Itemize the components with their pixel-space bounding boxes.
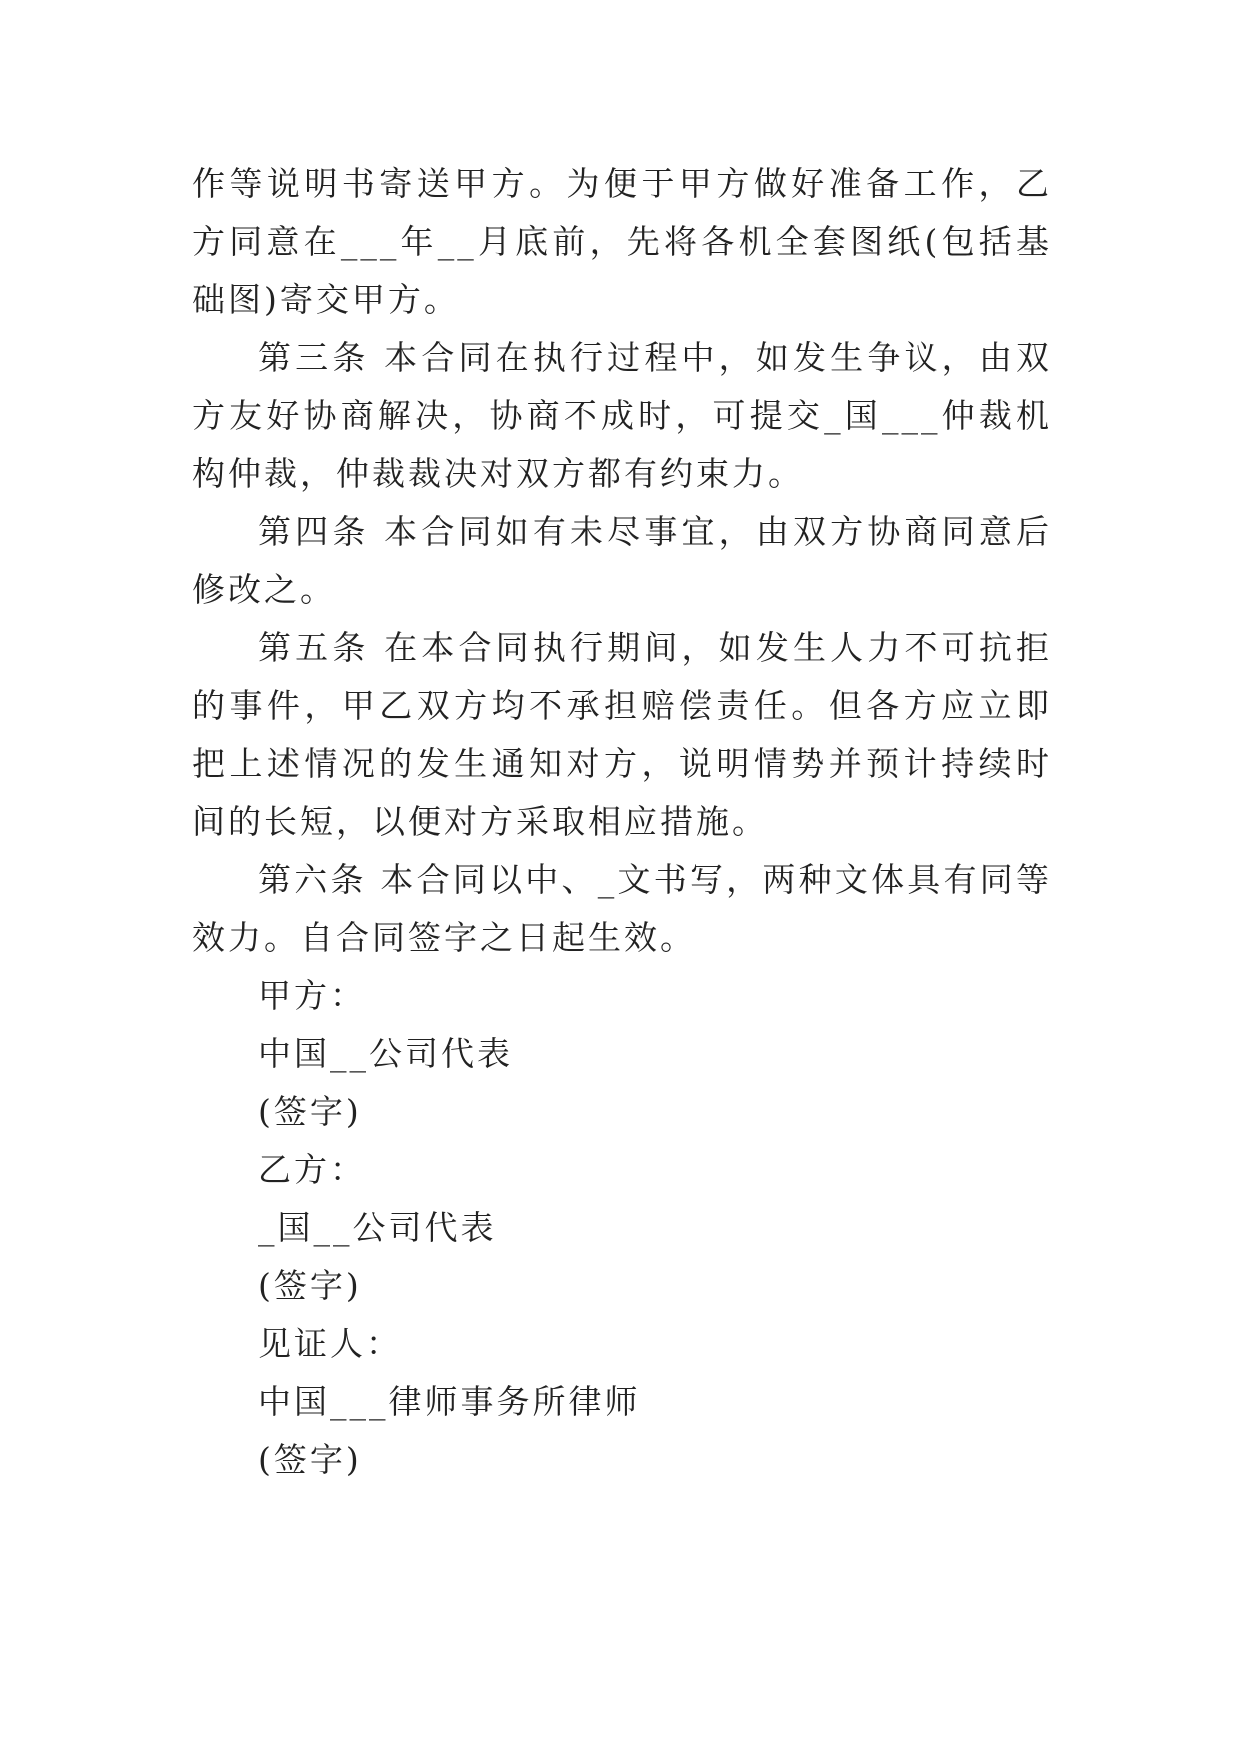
witness-signature: (签字) [258,1440,362,1479]
document-page [192,155,1052,1489]
party-a-signature: (签字) [258,1092,362,1131]
article-4: 第四条 本合同如有未尽事宜，由双方协商同意后修改之。 [192,512,1052,609]
paragraph-continuation: 作等说明书寄送甲方。为便于甲方做好准备工作，乙方同意在___年__月底前，先将各机全套图纸(包括基础图)寄交甲方。 [192,164,1052,319]
party-a-label: 甲方： [258,976,366,1015]
signature-block [192,967,1052,1489]
party-a-representative: 中国__公司代表 [258,1034,513,1073]
article-6: 第六条 本合同以中、_文书写，两种文体具有同等效力。自合同签字之日起生效。 [192,860,1052,957]
party-b-label: 乙方： [258,1150,366,1189]
article-3: 第三条 本合同在执行过程中，如发生争议，由双方友好协商解决，协商不成时，可提交_国___仲裁机构仲裁，仲裁裁决对双方都有约束力。 [192,338,1052,493]
article-5: 第五条 在本合同执行期间，如发生人力不可抗拒的事件，甲乙双方均不承担赔偿责任。但各方应立即把上述情况的发生通知对方，说明情势并预计持续时间的长短，以便对方采取相应措施。 [192,628,1052,841]
party-b-representative: _国__公司代表 [258,1208,497,1247]
witness-label: 见证人： [258,1324,402,1363]
witness-lawyer: 中国___律师事务所律师 [258,1382,641,1421]
party-b-signature: (签字) [258,1266,362,1305]
